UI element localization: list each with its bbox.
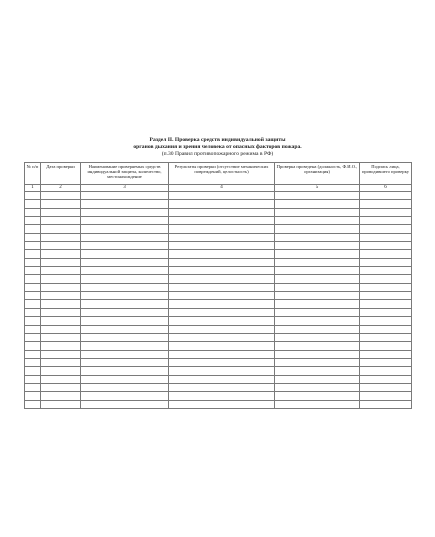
table-cell: [41, 208, 81, 216]
column-number: 6: [360, 185, 412, 192]
table-row: [25, 267, 412, 275]
section-heading: [0, 137, 435, 158]
table-cell: [169, 292, 275, 300]
table-row: [25, 300, 412, 308]
table-cell: [81, 233, 169, 241]
header-date: Дата проверки: [41, 163, 81, 185]
table-cell: [25, 317, 41, 325]
table-cell: [25, 242, 41, 250]
table-cell: [275, 283, 360, 291]
table-cell: [360, 317, 412, 325]
table-cell: [360, 275, 412, 283]
table-cell: [169, 275, 275, 283]
table-cell: [41, 250, 81, 258]
table-cell: [360, 367, 412, 375]
column-number-row: [25, 185, 412, 192]
table-row: [25, 275, 412, 283]
table-cell: [41, 233, 81, 241]
table-cell: [360, 283, 412, 291]
table-cell: [41, 392, 81, 400]
table-cell: [81, 200, 169, 208]
table-cell: [25, 375, 41, 383]
table-cell: [360, 342, 412, 350]
table-cell: [275, 208, 360, 216]
table-row: [25, 317, 412, 325]
table-cell: [81, 367, 169, 375]
table-cell: [275, 275, 360, 283]
table-cell: [81, 258, 169, 266]
table-row: [25, 292, 412, 300]
table-cell: [41, 325, 81, 333]
table-cell: [169, 342, 275, 350]
table-cell: [275, 400, 360, 408]
table-cell: [360, 233, 412, 241]
table-cell: [81, 225, 169, 233]
table-cell: [25, 325, 41, 333]
table-cell: [360, 400, 412, 408]
table-cell: [41, 308, 81, 316]
table-cell: [360, 300, 412, 308]
table-cell: [169, 367, 275, 375]
table-row: [25, 250, 412, 258]
table-cell: [360, 292, 412, 300]
table-cell: [169, 358, 275, 366]
table-cell: [81, 400, 169, 408]
table-cell: [81, 300, 169, 308]
table-cell: [41, 400, 81, 408]
table-cell: [169, 258, 275, 266]
table-cell: [41, 283, 81, 291]
table-cell: [275, 233, 360, 241]
table-cell: [360, 208, 412, 216]
table-cell: [275, 317, 360, 325]
table-cell: [25, 358, 41, 366]
table-cell: [41, 350, 81, 358]
table-row: [25, 217, 412, 225]
table-cell: [275, 192, 360, 200]
table-cell: [169, 192, 275, 200]
table-cell: [25, 292, 41, 300]
table-cell: [360, 383, 412, 391]
table-row: [25, 367, 412, 375]
table-cell: [169, 217, 275, 225]
table-cell: [25, 400, 41, 408]
table-cell: [25, 367, 41, 375]
column-number: 5: [275, 185, 360, 192]
table-cell: [275, 250, 360, 258]
table-cell: [275, 300, 360, 308]
table-cell: [275, 333, 360, 341]
column-number: 4: [169, 185, 275, 192]
column-number: 2: [41, 185, 81, 192]
table-cell: [275, 392, 360, 400]
table-cell: [81, 267, 169, 275]
table-cell: [275, 217, 360, 225]
table-row: [25, 208, 412, 216]
table-cell: [169, 400, 275, 408]
table-cell: [41, 342, 81, 350]
table-cell: [360, 392, 412, 400]
table-cell: [81, 383, 169, 391]
table-cell: [81, 308, 169, 316]
table-cell: [41, 225, 81, 233]
table-cell: [360, 258, 412, 266]
table-cell: [41, 333, 81, 341]
table-cell: [41, 242, 81, 250]
table-row: [25, 308, 412, 316]
table-cell: [41, 258, 81, 266]
table-cell: [81, 283, 169, 291]
table-row: [25, 192, 412, 200]
table-cell: [81, 208, 169, 216]
table-cell: [275, 292, 360, 300]
table-cell: [169, 208, 275, 216]
section-title-line-2: органов дыхания и зрения человека от опасных факторов пожара.: [133, 144, 302, 150]
table-cell: [81, 242, 169, 250]
table-cell: [360, 375, 412, 383]
table-cell: [360, 350, 412, 358]
table-row: [25, 225, 412, 233]
table-cell: [169, 283, 275, 291]
table-cell: [275, 325, 360, 333]
table-cell: [169, 267, 275, 275]
table-cell: [275, 367, 360, 375]
table-cell: [81, 217, 169, 225]
table-cell: [41, 367, 81, 375]
table-cell: [25, 275, 41, 283]
table-row: [25, 392, 412, 400]
table-row: [25, 233, 412, 241]
table-cell: [360, 250, 412, 258]
table-cell: [81, 250, 169, 258]
section-subtitle: (п.30 Правил противопожарного режима в РФ): [161, 151, 274, 157]
table-cell: [25, 192, 41, 200]
header-signature: Подпись лица, проводившего проверку: [360, 163, 412, 185]
table-row: [25, 333, 412, 341]
column-number: 3: [81, 185, 169, 192]
table-cell: [169, 233, 275, 241]
header-inspector: Проверка проведена (должность, Ф.И.О., организация): [275, 163, 360, 185]
table-cell: [81, 325, 169, 333]
table-cell: [360, 267, 412, 275]
table-cell: [81, 350, 169, 358]
table-cell: [360, 217, 412, 225]
table-cell: [360, 192, 412, 200]
table-cell: [81, 333, 169, 341]
table-cell: [169, 333, 275, 341]
table-cell: [25, 383, 41, 391]
table-cell: [275, 350, 360, 358]
table-cell: [169, 392, 275, 400]
table-cell: [169, 225, 275, 233]
table-cell: [169, 242, 275, 250]
table-cell: [169, 200, 275, 208]
table-row: [25, 242, 412, 250]
table-cell: [25, 217, 41, 225]
table-cell: [169, 300, 275, 308]
table-cell: [41, 358, 81, 366]
table-cell: [275, 358, 360, 366]
table-cell: [25, 225, 41, 233]
table-cell: [25, 308, 41, 316]
header-results: Результаты проверки (отсутствие механических повреждений, целостность): [169, 163, 275, 185]
table-cell: [275, 342, 360, 350]
table-row: [25, 358, 412, 366]
table-cell: [25, 300, 41, 308]
table-cell: [275, 225, 360, 233]
table-cell: [169, 325, 275, 333]
table-cell: [25, 392, 41, 400]
table-row: [25, 350, 412, 358]
table-cell: [25, 283, 41, 291]
table-cell: [275, 383, 360, 391]
inspection-log-table: [24, 162, 412, 409]
table-cell: [41, 275, 81, 283]
table-cell: [25, 233, 41, 241]
table-cell: [275, 308, 360, 316]
table-cell: [25, 350, 41, 358]
table-row: [25, 342, 412, 350]
table-cell: [169, 250, 275, 258]
header-equipment: Наименование проверяемых средств индивидуальной защиты, количество, местонахождение: [81, 163, 169, 185]
table-cell: [169, 308, 275, 316]
table-cell: [81, 292, 169, 300]
table-cell: [169, 350, 275, 358]
table-cell: [275, 258, 360, 266]
table-cell: [81, 392, 169, 400]
column-number: 1: [25, 185, 41, 192]
table-body: [25, 192, 412, 409]
table-cell: [81, 192, 169, 200]
table-cell: [81, 358, 169, 366]
header-number: № п/п: [25, 163, 41, 185]
section-title-line-1: Раздел II. Проверка средств индивидуальной защиты: [149, 137, 286, 143]
table-row: [25, 375, 412, 383]
table-row: [25, 200, 412, 208]
table-cell: [25, 258, 41, 266]
table-cell: [25, 267, 41, 275]
table-row: [25, 325, 412, 333]
table-cell: [81, 375, 169, 383]
table-row: [25, 258, 412, 266]
table-header-row: [25, 163, 412, 185]
table-cell: [41, 192, 81, 200]
table-cell: [41, 317, 81, 325]
table-cell: [275, 200, 360, 208]
table-row: [25, 383, 412, 391]
table-cell: [275, 267, 360, 275]
table-cell: [360, 308, 412, 316]
table-cell: [169, 375, 275, 383]
table-row: [25, 400, 412, 408]
table-cell: [41, 292, 81, 300]
table-cell: [360, 358, 412, 366]
table-row: [25, 283, 412, 291]
table-cell: [81, 275, 169, 283]
table-cell: [41, 375, 81, 383]
table-cell: [275, 242, 360, 250]
table-cell: [41, 267, 81, 275]
table-cell: [275, 375, 360, 383]
table-cell: [360, 225, 412, 233]
table-cell: [169, 317, 275, 325]
table-cell: [81, 317, 169, 325]
table-cell: [25, 342, 41, 350]
table-cell: [169, 383, 275, 391]
table-cell: [360, 242, 412, 250]
table-cell: [25, 200, 41, 208]
table-cell: [25, 333, 41, 341]
table-cell: [41, 300, 81, 308]
table-cell: [81, 342, 169, 350]
table-cell: [25, 250, 41, 258]
table-cell: [360, 325, 412, 333]
table-cell: [41, 383, 81, 391]
table-cell: [41, 200, 81, 208]
table-cell: [360, 200, 412, 208]
table-cell: [41, 217, 81, 225]
table-cell: [360, 333, 412, 341]
table-cell: [25, 208, 41, 216]
